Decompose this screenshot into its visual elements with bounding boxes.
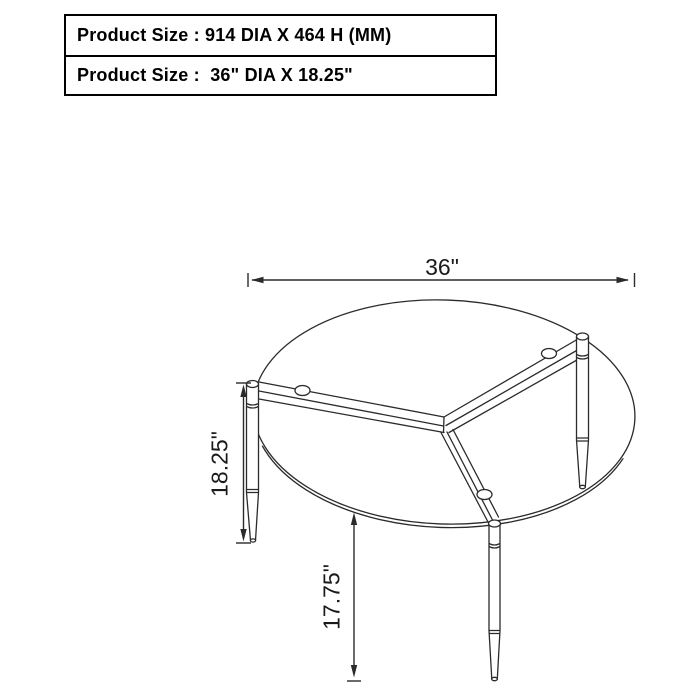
leg-top-cap <box>247 381 259 388</box>
frame-hub-edge <box>444 417 445 433</box>
leg-foot <box>492 677 498 680</box>
frame-bar-front <box>441 430 499 522</box>
arrow-down-icon <box>351 665 357 678</box>
dimension-leg-height <box>319 513 362 682</box>
knob-left <box>295 386 310 396</box>
top-diameter-label: 36" <box>425 254 459 280</box>
leg-foot <box>580 485 586 488</box>
product-size-inches: Product Size : 36" DIA X 18.25" <box>66 55 495 94</box>
table-leg-left <box>247 381 259 543</box>
knob-right <box>542 349 557 359</box>
arrow-left-icon <box>251 277 264 283</box>
leg-top-cap <box>577 333 589 340</box>
y-frame <box>259 339 584 521</box>
leg-height-label: 17.75" <box>318 564 345 630</box>
knob-front <box>477 490 492 500</box>
frame-bar-right <box>444 339 584 433</box>
frame-bar-left <box>259 382 444 433</box>
frame-knobs <box>295 349 557 500</box>
dimension-table-height <box>207 383 252 543</box>
table-leg-front <box>489 520 501 681</box>
dimension-top-width <box>248 254 635 287</box>
arrow-right-icon <box>617 277 630 283</box>
arrow-up-icon <box>240 385 246 398</box>
table-height-label: 18.25" <box>206 431 233 497</box>
arrow-up-icon <box>351 513 357 526</box>
product-size-mm: Product Size : 914 DIA X 464 H (MM) <box>77 25 392 45</box>
arrow-down-icon <box>240 529 246 542</box>
table-leg-right <box>577 333 589 489</box>
leg-top-cap <box>489 520 501 527</box>
leg-foot <box>250 539 255 542</box>
